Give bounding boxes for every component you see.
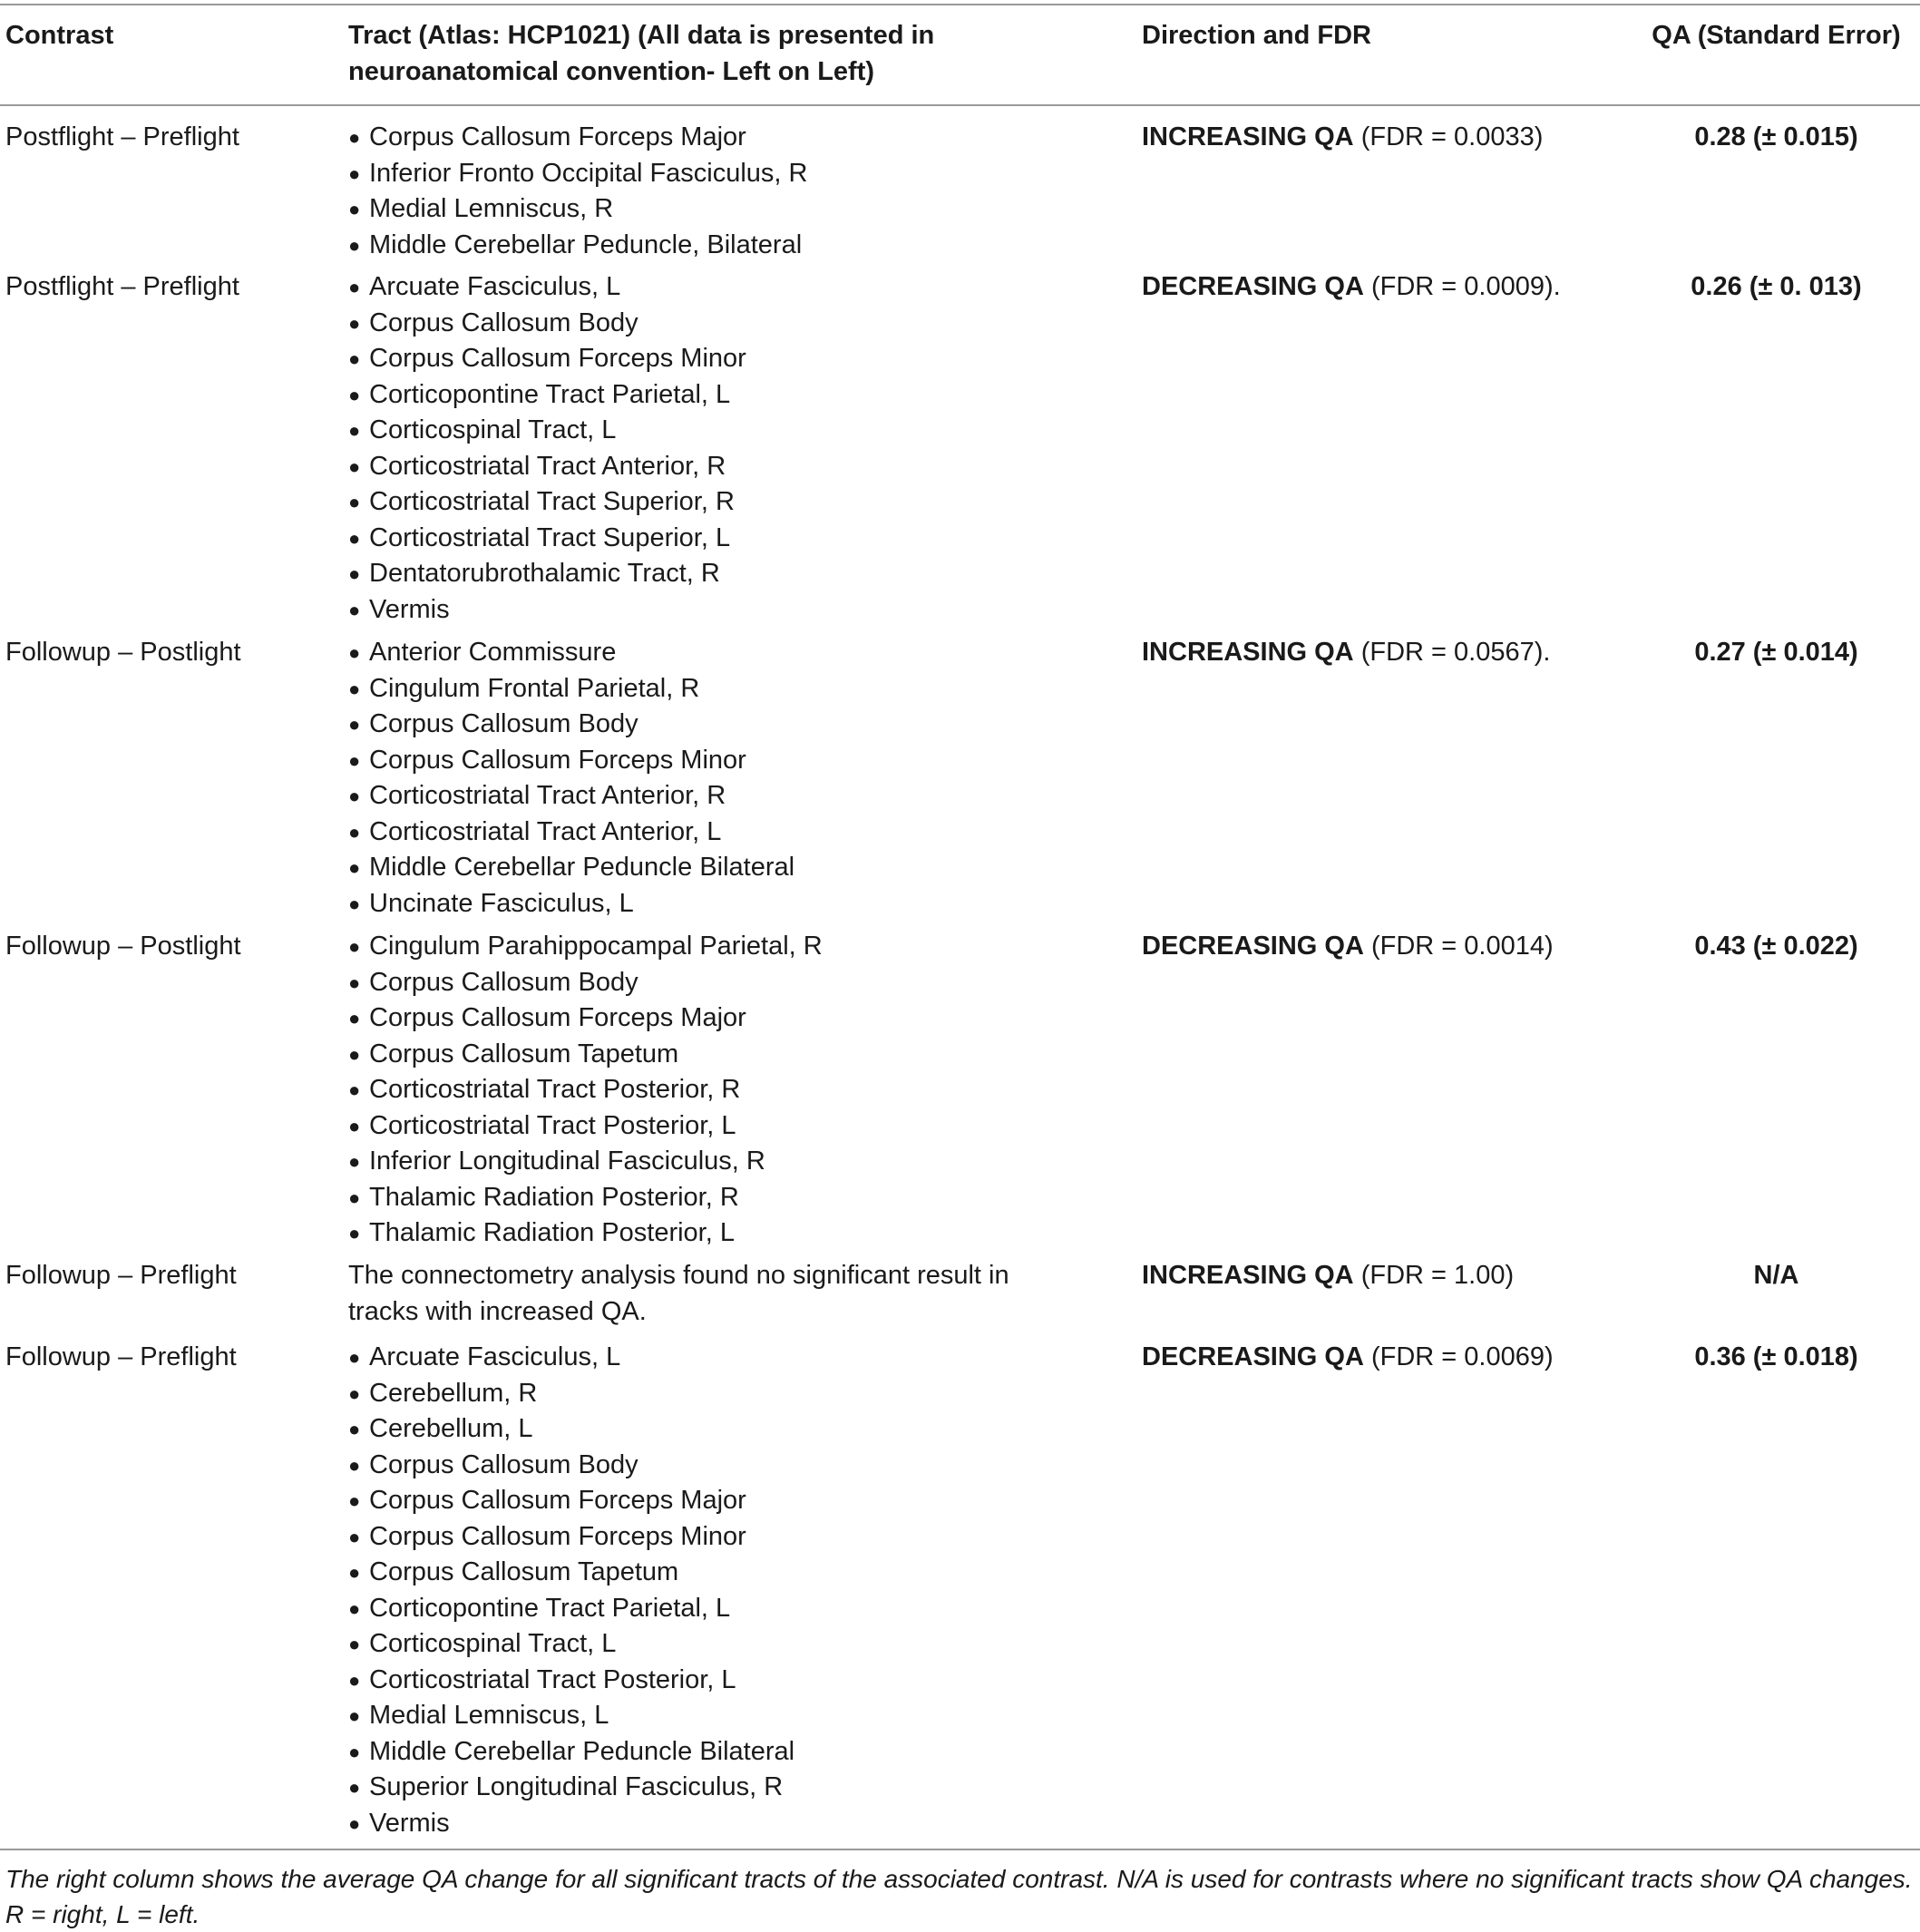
bullet-icon: ● bbox=[348, 1633, 361, 1655]
tract-list-item: ● Corpus Callosum Forceps Minor bbox=[348, 341, 746, 377]
bullet-icon: ● bbox=[348, 1453, 361, 1477]
tract-list-item: ● Cingulum Parahippocampal Parietal, R bbox=[348, 929, 823, 965]
bullet-icon: ● bbox=[348, 892, 361, 915]
tract-list-item: ● Dentatorubrothalamic Tract, R bbox=[348, 556, 746, 592]
bullet-icon: ● bbox=[348, 276, 361, 298]
bullet-icon: ● bbox=[348, 233, 361, 257]
table-footnote: The right column shows the average QA change for all significant tracts of the associated contrast. N/A is used for contrasts where no significant tracts show QA changes. R = right, L = left. bbox=[5, 1865, 1913, 1928]
tract-list-item: ● Corticostriatal Tract Posterior, L bbox=[348, 1663, 794, 1699]
tract-list-item: ● Corticostriatal Tract Superior, R bbox=[348, 484, 746, 521]
bullet-icon: ● bbox=[348, 198, 361, 220]
bullet-icon: ● bbox=[348, 1381, 361, 1405]
bullet-icon: ● bbox=[348, 1811, 361, 1835]
bullet-icon: ● bbox=[348, 419, 361, 442]
bullet-icon: ● bbox=[348, 383, 361, 406]
tract-list-item: ● Corpus Callosum Body bbox=[348, 306, 746, 342]
bullet-icon: ● bbox=[348, 1186, 361, 1209]
row-2-tracts bbox=[348, 635, 794, 922]
tract-list-item: ● Corpus Callosum Tapetum bbox=[348, 1037, 823, 1073]
tract-list-item: ● Inferior Fronto Occipital Fasciculus, R bbox=[348, 156, 807, 192]
tract-list-item: ● Corticopontine Tract Parietal, L bbox=[348, 377, 746, 414]
row-1-direction: DECREASING QA (FDR = 0.0009). bbox=[1142, 272, 1561, 301]
bullet-icon: ● bbox=[348, 713, 361, 736]
row-4-contrast: Followup – Preflight bbox=[5, 1261, 237, 1290]
bullet-icon: ● bbox=[348, 1418, 361, 1440]
bullet-icon: ● bbox=[348, 1704, 361, 1727]
tract-list-item: ● Corticospinal Tract, L bbox=[348, 413, 746, 449]
bullet-icon: ● bbox=[348, 1668, 361, 1692]
bullet-icon: ● bbox=[348, 562, 361, 585]
tract-list-item: ● Corticostriatal Tract Anterior, L bbox=[348, 815, 794, 851]
tract-list-item: ● Cerebellum, L bbox=[348, 1411, 794, 1448]
bullet-icon: ● bbox=[348, 785, 361, 807]
tract-list-item: ● Inferior Longitudinal Fasciculus, R bbox=[348, 1144, 823, 1180]
row-1-tracts bbox=[348, 269, 746, 628]
tract-list-item: ● Corpus Callosum Forceps Minor bbox=[348, 1519, 794, 1556]
header-direction: Direction and FDR bbox=[1142, 21, 1371, 50]
bullet-icon: ● bbox=[348, 1776, 361, 1799]
bullet-icon: ● bbox=[348, 677, 361, 700]
tract-list-item: ● Middle Cerebellar Peduncle, Bilateral bbox=[348, 228, 807, 264]
bullet-icon: ● bbox=[348, 1114, 361, 1137]
row-2-contrast: Followup – Postlight bbox=[5, 638, 241, 667]
tract-list-item: ● Vermis bbox=[348, 592, 746, 629]
tract-list-item: ● Cingulum Frontal Parietal, R bbox=[348, 671, 794, 707]
bullet-icon: ● bbox=[348, 347, 361, 370]
bullet-icon: ● bbox=[348, 1150, 361, 1173]
tract-list-item: ● Medial Lemniscus, R bbox=[348, 191, 807, 228]
tract-list-item: ● Corticopontine Tract Parietal, L bbox=[348, 1591, 794, 1627]
tract-list-item: ● Vermis bbox=[348, 1806, 794, 1842]
tract-list-item: ● Thalamic Radiation Posterior, L bbox=[348, 1215, 823, 1252]
table-bottom-rule bbox=[0, 1849, 1920, 1850]
tract-list-item: ● Corpus Callosum Forceps Minor bbox=[348, 743, 794, 779]
bullet-icon: ● bbox=[348, 1346, 361, 1369]
tract-list-item: ● Corticostriatal Tract Anterior, R bbox=[348, 778, 794, 815]
header-contrast: Contrast bbox=[5, 21, 114, 50]
header-tract: Tract (Atlas: HCP1021) (All data is presented in neuroanatomical convention- Left on Left) bbox=[348, 21, 935, 86]
tract-list-item: ● Cerebellum, R bbox=[348, 1376, 794, 1412]
bullet-icon: ● bbox=[348, 820, 361, 844]
tract-list-item: ● Middle Cerebellar Peduncle Bilateral bbox=[348, 850, 794, 886]
bullet-icon: ● bbox=[348, 454, 361, 478]
bullet-icon: ● bbox=[348, 1222, 361, 1244]
bullet-icon: ● bbox=[348, 748, 361, 772]
tract-list-item: ● Corpus Callosum Forceps Major bbox=[348, 1483, 794, 1519]
row-3-qa: 0.43 (± 0.022) bbox=[1694, 932, 1858, 961]
tract-list-item: ● Arcuate Fasciculus, L bbox=[348, 1340, 794, 1376]
tract-list-item: ● Anterior Commissure bbox=[348, 635, 794, 671]
tract-list-item: ● Corpus Callosum Body bbox=[348, 965, 823, 1001]
row-3-direction: DECREASING QA (FDR = 0.0014) bbox=[1142, 932, 1554, 961]
bullet-icon: ● bbox=[348, 311, 361, 335]
bullet-icon: ● bbox=[348, 1007, 361, 1029]
tract-list-item: ● Corpus Callosum Forceps Major bbox=[348, 120, 807, 156]
bullet-icon: ● bbox=[348, 126, 361, 149]
tract-list-item: ● Corticostriatal Tract Posterior, L bbox=[348, 1108, 823, 1145]
header-qa: QA (Standard Error) bbox=[1652, 21, 1901, 50]
row-5-contrast: Followup – Preflight bbox=[5, 1342, 237, 1371]
row-4-qa: N/A bbox=[1753, 1261, 1799, 1290]
row-2-qa: 0.27 (± 0.014) bbox=[1694, 638, 1858, 667]
tract-list-item: ● Corpus Callosum Body bbox=[348, 1448, 794, 1484]
tract-list-item: ● Corticostriatal Tract Anterior, R bbox=[348, 449, 746, 485]
row-0-tracts bbox=[348, 120, 807, 263]
row-1-contrast: Postflight – Preflight bbox=[5, 272, 239, 301]
bullet-icon: ● bbox=[348, 491, 361, 513]
row-5-tracts bbox=[348, 1340, 794, 1841]
bullet-icon: ● bbox=[348, 1596, 361, 1620]
bullet-icon: ● bbox=[348, 1561, 361, 1584]
tract-list-item: ● Corpus Callosum Tapetum bbox=[348, 1555, 794, 1591]
row-5-direction: DECREASING QA (FDR = 0.0069) bbox=[1142, 1342, 1554, 1371]
tract-list-item: ● Uncinate Fasciculus, L bbox=[348, 886, 794, 922]
tract-list-item: ● Corpus Callosum Body bbox=[348, 707, 794, 743]
tract-list-item: ● Corticostriatal Tract Superior, L bbox=[348, 521, 746, 557]
bullet-icon: ● bbox=[348, 641, 361, 664]
tract-list-item: ● Corticospinal Tract, L bbox=[348, 1626, 794, 1663]
bullet-icon: ● bbox=[348, 935, 361, 958]
bullet-icon: ● bbox=[348, 161, 361, 185]
row-4-text: The connectometry analysis found no significant result in tracks with increased QA. bbox=[348, 1261, 1009, 1326]
bullet-icon: ● bbox=[348, 1489, 361, 1512]
tract-list-item: ● Middle Cerebellar Peduncle Bilateral bbox=[348, 1734, 794, 1771]
tract-list-item: ● Corticostriatal Tract Posterior, R bbox=[348, 1072, 823, 1108]
tract-list-item: ● Medial Lemniscus, L bbox=[348, 1698, 794, 1734]
row-0-qa: 0.28 (± 0.015) bbox=[1694, 122, 1858, 151]
bullet-icon: ● bbox=[348, 526, 361, 550]
bullet-icon: ● bbox=[348, 1078, 361, 1101]
row-0-direction: INCREASING QA (FDR = 0.0033) bbox=[1142, 122, 1544, 151]
bullet-icon: ● bbox=[348, 1525, 361, 1548]
table-top-rule bbox=[0, 4, 1920, 5]
row-5-qa: 0.36 (± 0.018) bbox=[1694, 1342, 1858, 1371]
tract-list-item: ● Corpus Callosum Forceps Major bbox=[348, 1000, 823, 1037]
tract-list-item: ● Superior Longitudinal Fasciculus, R bbox=[348, 1770, 794, 1806]
bullet-icon: ● bbox=[348, 856, 361, 879]
bullet-icon: ● bbox=[348, 598, 361, 621]
tract-list-item: ● Thalamic Radiation Posterior, R bbox=[348, 1180, 823, 1216]
bullet-icon: ● bbox=[348, 1740, 361, 1763]
tract-list-item: ● Arcuate Fasciculus, L bbox=[348, 269, 746, 306]
row-0-contrast: Postflight – Preflight bbox=[5, 122, 239, 151]
table-header-rule bbox=[0, 104, 1920, 106]
row-4-direction: INCREASING QA (FDR = 1.00) bbox=[1142, 1261, 1515, 1290]
row-2-direction: INCREASING QA (FDR = 0.0567). bbox=[1142, 638, 1551, 667]
row-3-tracts bbox=[348, 929, 823, 1252]
bullet-icon: ● bbox=[348, 971, 361, 994]
row-1-qa: 0.26 (± 0. 013) bbox=[1691, 272, 1862, 301]
bullet-icon: ● bbox=[348, 1042, 361, 1066]
row-3-contrast: Followup – Postlight bbox=[5, 932, 241, 961]
